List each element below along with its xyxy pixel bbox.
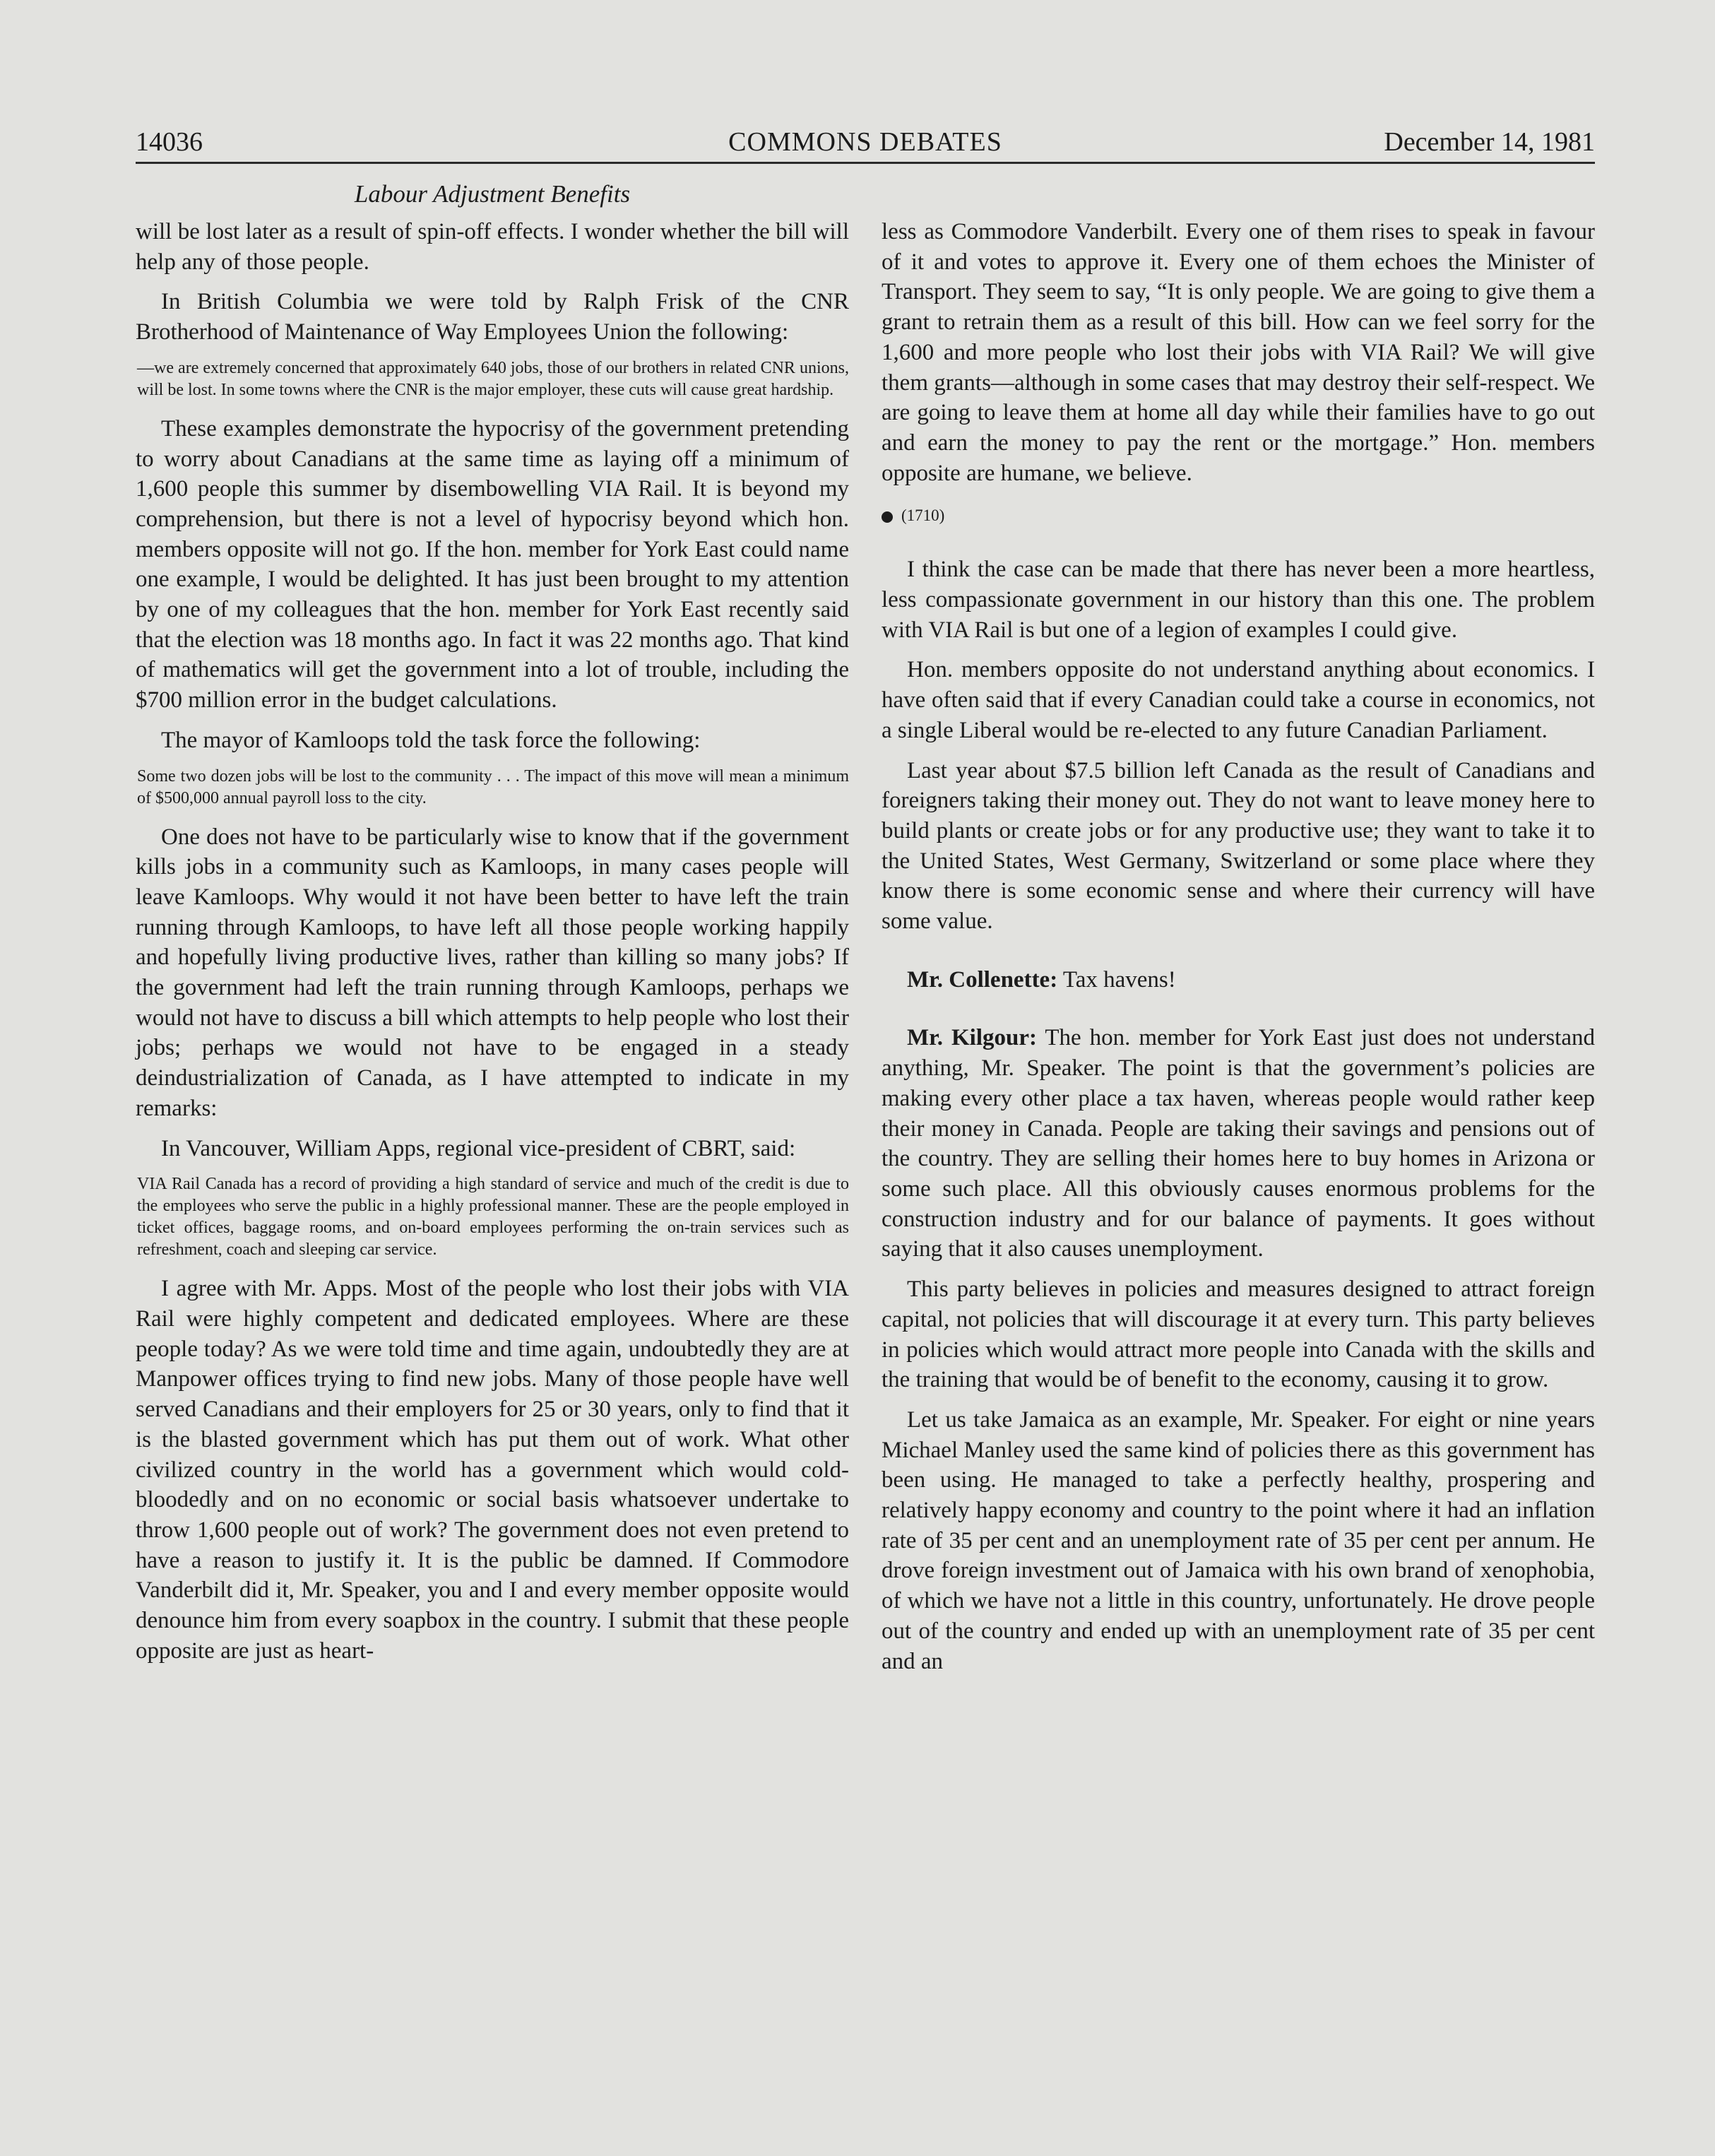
block-quote: VIA Rail Canada has a record of providing a high standard of service and much of the credit is due to the employees who serve the public in a highly professional manner. These are the people employed in ticket offices, baggage rooms, and on-board employees performing the on-train services such as refreshment, coach and sleeping car service. (137, 1175, 849, 1260)
speaker-paragraph (882, 965, 1595, 995)
paragraph: Hon. members opposite do not understand anything about economics. I have often said that if every Canadian could take a course in economics, not a single Liberal would be re-elected to any future Canadian Parliament. (882, 657, 1595, 743)
left-column (136, 217, 849, 1676)
publication-date: December 14, 1981 (1384, 127, 1595, 157)
page-header (136, 124, 1595, 160)
paragraph: Last year about $7.5 billion left Canada as the result of Canadians and foreigners taking their money out. They do not want to leave money here to build plants or create jobs or for any productive use; they want to take it to the United States, West Germany, Switzerland or some place where they know there is some economic sense and where their currency will have some value. (882, 757, 1595, 935)
block-quote: Some two dozen jobs will be lost to the community . . . The impact of this move will mean a minimum of $500,000 annual payroll loss to the city. (137, 766, 849, 807)
paragraph: less as Commodore Vanderbilt. Every one of them rises to speak in favour of it and votes to approve it. Every one of them echoes the Minister of Transport. They seem to say, “It is only people. We are going to give them a grant to retrain them as a result of this bill. How can we feel sorry for the 1,600 and more people who lost their jobs with VIA Rail? We will give them grants—although in some cases that may destroy their self-respect. We are going to leave them at home all day while their families have to go out and earn the money to pay the rent or the mortgage.” Hon. members opposite are humane, we believe. (882, 219, 1595, 486)
paragraph: These examples demonstrate the hypocrisy of the government pretending to worry about Canadians at the same time as laying off a minimum of 1,600 people this summer by disembowelling VIA Rail. It is beyond my comprehension, but there is not a level of hypocrisy beyond which hon. members opposite will not go. If the hon. member for York East could name one example, I would be delighted. It has just been brought to my attention by one of my colleagues that the hon. member for York East recently said that the election was 18 months ago. In fact it was 22 months ago. That kind of mathematics will get the government into a lot of trouble, including the $700 million error in the budget calculations. (136, 415, 849, 713)
right-column (882, 217, 1595, 1686)
bullet-icon (882, 511, 893, 523)
paragraph: One does not have to be particularly wise to know that if the government kills jobs in a community such as Kamloops, in many cases people will leave Kamloops. Why would it not have been better to have left the train running through Kamloops, to have left all those people working happily and hopefully living productive lives, rather than killing so many jobs? If the government had left the train running through Kamloops, perhaps we would not have to discuss a bill which attempts to help people who lost their jobs; perhaps we would not have to be engaged in a steady deindustrialization of Canada, as I have attempted to indicate in my remarks: (136, 824, 850, 1121)
paragraph: In Vancouver, William Apps, regional vice-president of CBRT, said: (161, 1135, 796, 1161)
paragraph: will be lost later as a result of spin-off effects. I wonder whether the bill will help any of those people. (136, 219, 849, 275)
paragraph: I agree with Mr. Apps. Most of the people who lost their jobs with VIA Rail were highly competent and dedicated employees. Where are these people today? As we were told time and time again, undoubtedly they are at Manpower offices trying to find new jobs. Many of those people have well served Canadians and their employers for 25 or 30 years, only to find that it is the blasted government which has put them out of work. What other civilized country in the world has a government which would cold-bloodedly and on no economic or social basis whatsoever undertake to throw 1,600 people out of work? The government does not even pretend to have a reason to justify it. It is the public be damned. If Commodore Vanderbilt did it, Mr. Speaker, you and I and every member opposite would denounce him from every soapbox in the country. I submit that these people opposite are just as heart- (136, 1276, 849, 1664)
block-quote: —we are extremely concerned that approximately 640 jobs, those of our brothers in related CNR unions, will be lost. In some towns where the CNR is the major employer, these cuts will cause great hardship. (137, 358, 849, 399)
speaker-text: The hon. member for York East just does not understand anything, Mr. Speaker. The point is that the government’s policies are making every other place a tax haven, whereas people would rather keep their money in Canada. People are taking their savings and pensions out of the country. They are selling their homes here to buy homes in Arizona or some such place. All this obviously causes enormous problems for the construction industry and for our balance of payments. It goes without saying that it also causes unemployment. (882, 1025, 1595, 1262)
time-marker (882, 505, 1595, 526)
page-number: 14036 (136, 127, 203, 157)
header-rule (136, 162, 1595, 164)
publication-title: COMMONS DEBATES (728, 127, 1002, 157)
paragraph: This party believes in policies and measures designed to attract foreign capital, not policies that will discourage it at every turn. This party believes in policies which would attract more people into Canada with the skills and the training that would be of benefit to the economy, causing it to grow. (882, 1277, 1595, 1393)
section-subheader: Labour Adjustment Benefits (354, 180, 631, 208)
paragraph: Let us take Jamaica as an example, Mr. Speaker. For eight or nine years Michael Manley used the same kind of policies there as this government has been using. He managed to take a perfectly healthy, prospering and relatively happy economy and country to the point where it had an inflation rate of 35 per cent and an unemployment rate of 35 per cent per annum. He drove foreign investment out of Jamaica with his own brand of xenophobia, of which we have not a little in this country, unfortunately. He drove people out of the country and ended up with an unemployment rate of 35 per cent and an (882, 1406, 1595, 1674)
paragraph: The mayor of Kamloops told the task force the following: (161, 727, 701, 753)
paragraph: In British Columbia we were told by Ralph Frisk of the CNR Brotherhood of Maintenance of Way Employees Union the following: (136, 289, 849, 345)
speaker-text: Tax havens! (1057, 966, 1176, 993)
speaker-name: Mr. Collenette: (907, 966, 1058, 993)
speaker-name: Mr. Kilgour: (907, 1025, 1037, 1051)
time-marker-label: (1710) (901, 507, 945, 525)
speaker-paragraph (882, 1023, 1595, 1264)
paragraph: I think the case can be made that there has never been a more heartless, less compassionate government in our history than this one. The problem with VIA Rail is but one of a legion of examples I could give. (882, 557, 1595, 643)
